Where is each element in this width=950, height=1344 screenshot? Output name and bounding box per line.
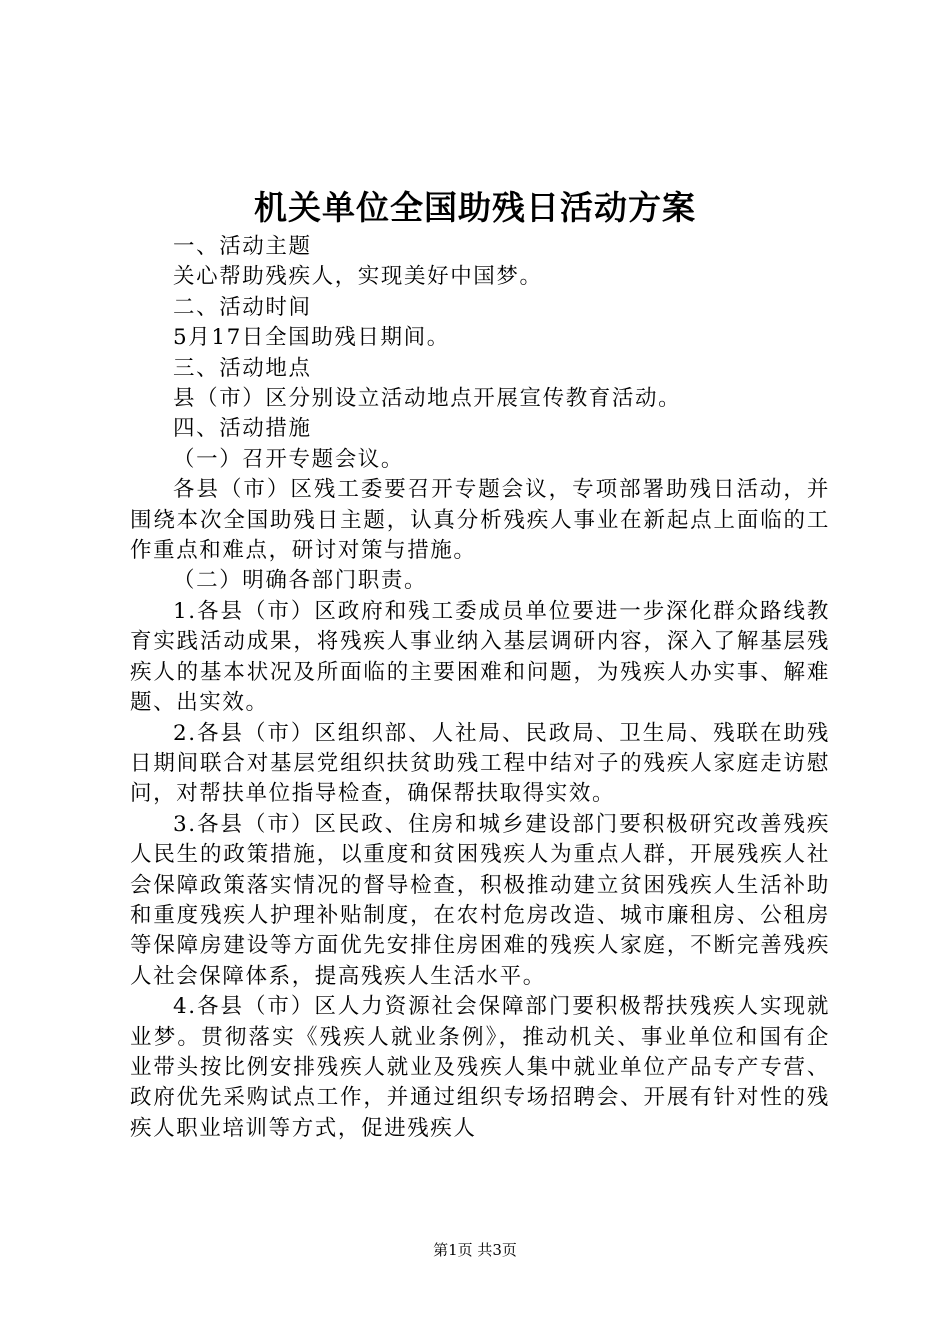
section-heading-time: 二、活动时间 [173,294,312,320]
paragraph-duty-3: 3.各县（市）区民政、住房和城乡建设部门要积极研究改善残疾人民生的政策措施，以重度和贫困残疾人为重点人群，开展残疾人社会保障政策落实情况的督导检查，积极推动建立贫困残疾人生活补助和重度残疾人护理补贴制度，在农村危房改造、城市廉租房、公租房等保障房建设等方面优先安排住房困难的残疾人家庭，不断完善残疾人社会保障体系，提高残疾人生活水平。 [130,811,830,989]
paragraph-duty-4: 4.各县（市）区人力资源社会保障部门要积极帮扶残疾人实现就业梦。贯彻落实《残疾人就业条例》，推动机关、事业单位和国有企业带头按比例安排残疾人就业及残疾人集中就业单位产品专产专营、政府优先采购试点工作，并通过组织专场招聘会、开展有针对性的残疾人职业培训等方式，促进残疾人 [130,994,830,1141]
section-heading-measures: 四、活动措施 [173,416,312,442]
paragraph-time: 5月17日全国助残日期间。 [173,325,450,351]
page-footer: 第1页 共3页 [433,1241,517,1259]
paragraph-theme: 关心帮助残疾人，实现美好中国梦。 [173,264,543,290]
paragraph-duty-1: 1.各县（市）区政府和残工委成员单位要进一步深化群众路线教育实践活动成果，将残疾人事业纳入基层调研内容，深入了解基层残疾人的基本状况及所面临的主要困难和问题，为残疾人办实事、解难题、出实效。 [130,598,830,716]
document-title: 机关单位全国助残日活动方案 [254,188,696,227]
paragraph-location: 县（市）区分别设立活动地点开展宣传教育活动。 [173,386,682,412]
section-heading-theme: 一、活动主题 [173,234,312,259]
paragraph-duty-2: 2.各县（市）区组织部、人社局、民政局、卫生局、残联在助残日期间联合对基层党组织扶贫助残工程中结对子的残疾人家庭走访慰问，对帮扶单位指导检查，确保帮扶取得实效。 [130,720,830,807]
document-body [130,232,830,1144]
subheading-meeting: （一）召开专题会议。 [173,446,405,472]
section-heading-location: 三、活动地点 [173,355,312,381]
paragraph-meeting: 各县（市）区残工委要召开专题会议，专项部署助残日活动，并围绕本次全国助残日主题，认真分析残疾人事业在新起点上面临的工作重点和难点，研讨对策与措施。 [130,477,830,564]
subheading-duties: （二）明确各部门职责。 [173,568,428,594]
